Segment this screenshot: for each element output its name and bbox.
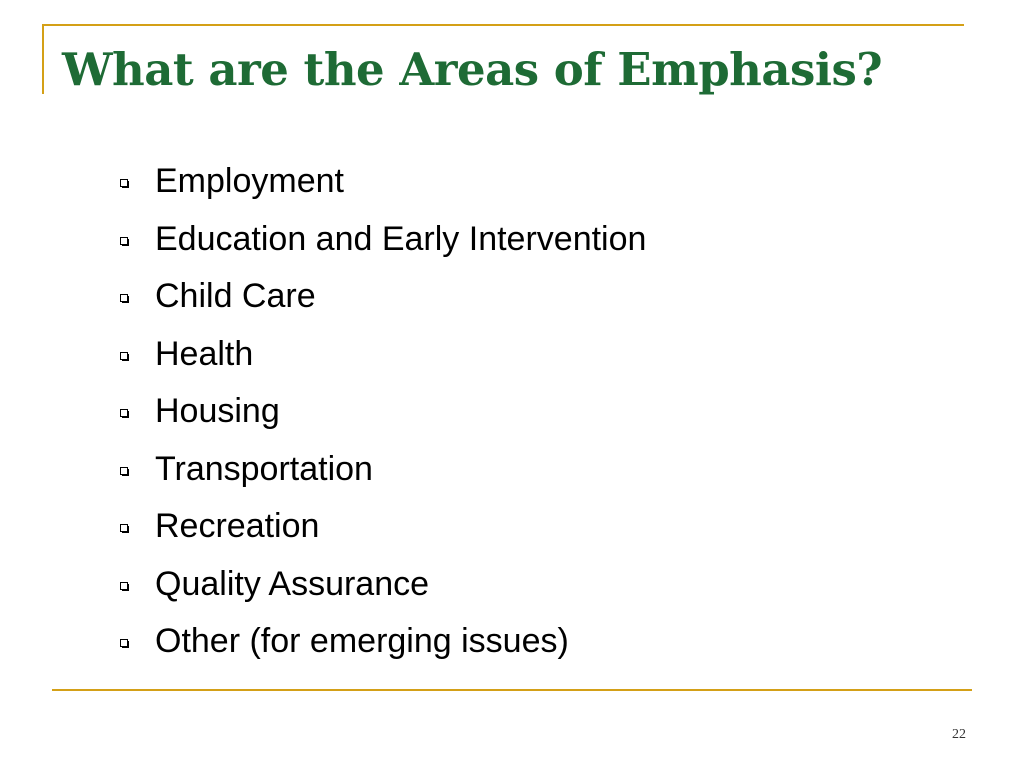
hollow-square-icon: [120, 237, 131, 248]
bullet-text: Recreation: [155, 507, 320, 546]
list-item: [120, 441, 646, 499]
list-item: [120, 613, 646, 671]
hollow-square-icon: [120, 639, 131, 650]
bullet-text: Health: [155, 334, 254, 373]
bullet-list: [120, 153, 646, 671]
left-accent-rule: [42, 24, 44, 94]
hollow-square-icon: [120, 409, 131, 420]
bullet-text: Employment: [155, 162, 344, 201]
list-item: [120, 556, 646, 614]
bullet-text: Quality Assurance: [155, 564, 430, 603]
top-accent-rule: [42, 24, 964, 26]
bullet-text: Housing: [155, 392, 280, 431]
page-number: 22: [952, 727, 966, 742]
slide-title: What are the Areas of Emphasis?: [62, 43, 883, 96]
bullet-text: Transportation: [155, 449, 373, 488]
hollow-square-icon: [120, 352, 131, 363]
list-item: [120, 498, 646, 556]
hollow-square-icon: [120, 524, 131, 535]
bullet-text: Other (for emerging issues): [155, 622, 569, 661]
list-item: [120, 383, 646, 441]
hollow-square-icon: [120, 179, 131, 190]
hollow-square-icon: [120, 294, 131, 305]
list-item: [120, 153, 646, 211]
list-item: [120, 211, 646, 269]
bullet-text: Education and Early Intervention: [155, 219, 647, 258]
hollow-square-icon: [120, 467, 131, 478]
bullet-text: Child Care: [155, 277, 316, 316]
hollow-square-icon: [120, 582, 131, 593]
list-item: [120, 326, 646, 384]
list-item: [120, 268, 646, 326]
bottom-accent-rule: [52, 689, 972, 691]
